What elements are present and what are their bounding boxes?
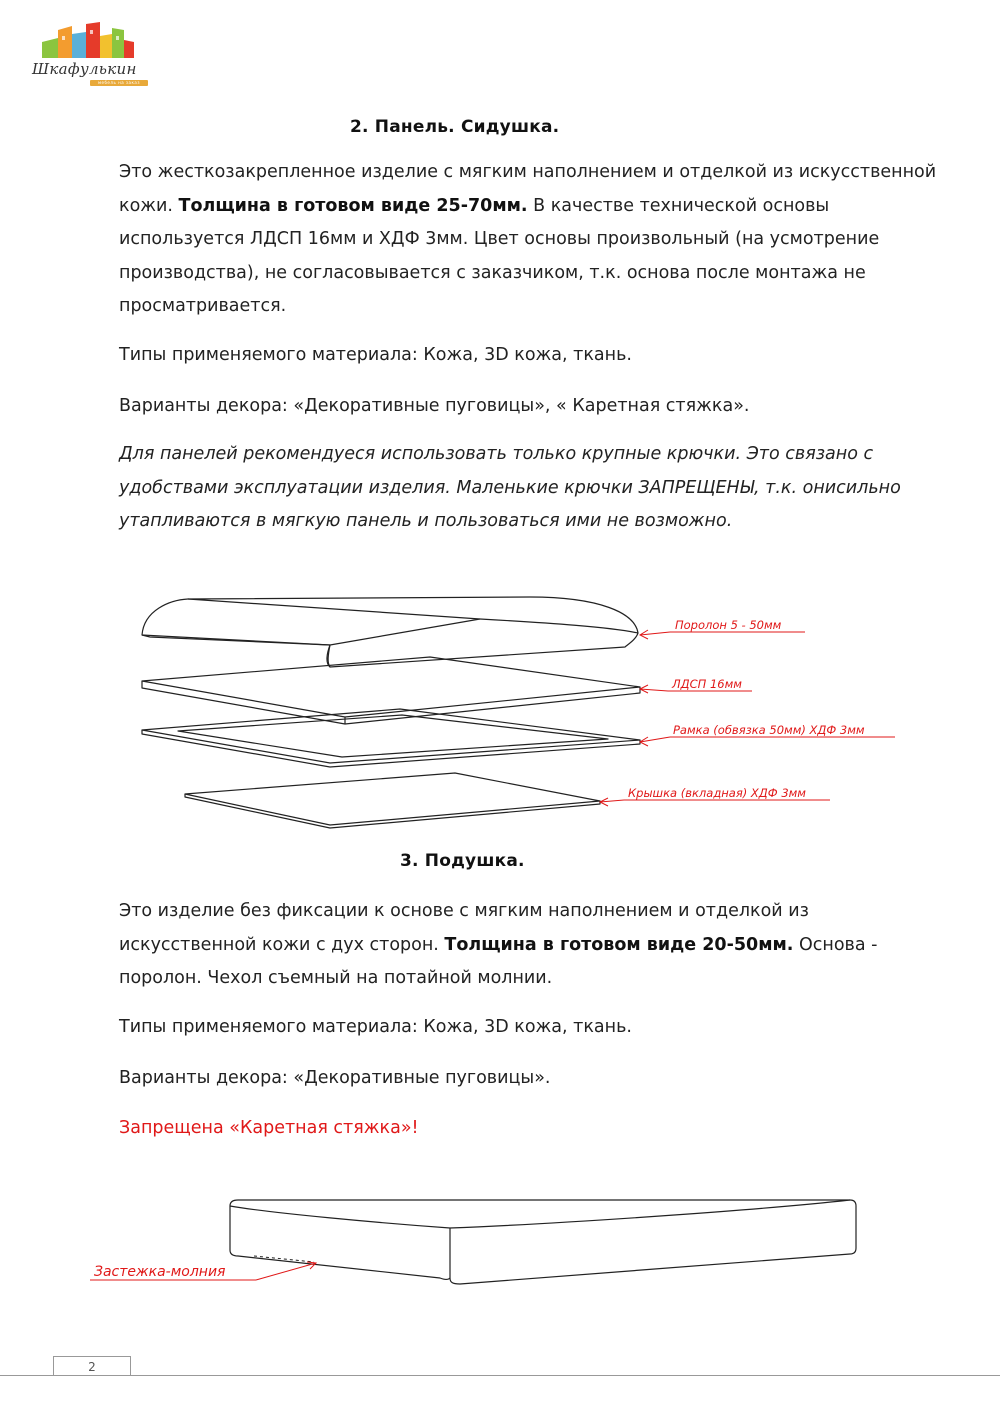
section-2-thickness: Толщина в готовом виде 25-70мм. <box>178 195 528 216</box>
section-2-decor: Варианты декора: «Декоративные пуговицы», « Каретная стяжка». <box>119 396 750 416</box>
section-3-decor: Варианты декора: «Декоративные пуговицы». <box>119 1068 551 1088</box>
frame-label: Рамка (обвязка 50мм) ХДФ 3мм <box>673 723 865 737</box>
logo-tagline-bar <box>90 80 148 86</box>
section-3-desc-text-b: Основа - поролон. Чехол съемный на потайной молнии. <box>119 934 878 988</box>
section-2-desc-text-b: В качестве технической основы используется ЛДСП 16мм и ХДФ 3мм. Цвет основы произвольный (на усмотрение производства), не согласовывается с заказчиком, т.к. основа после монтажа не просматривается. <box>119 195 880 316</box>
section-3-desc-text-a: Это изделие без фиксации к основе с мягким наполнением и отделкой из искусственной кожи с дух сторон. <box>119 901 809 955</box>
cover-label: Крышка (вкладная) ХДФ 3мм <box>628 786 806 800</box>
footer-divider <box>0 1375 1000 1376</box>
ldsp-board-shape <box>142 657 640 717</box>
section-3-thickness: Толщина в готовом виде 20-50мм. <box>444 934 794 955</box>
section-2-hooks-note: Для панелей рекомендуеся использовать только крупные крючки. Это связано с удобствами эксплуатации изделия. Маленькие крючки ЗАПРЕЩЕНЫ, т.к. онисильно утапливаются в мягкую панель и пользоваться ими не возможно. <box>119 444 901 531</box>
section-3-description <box>119 895 939 996</box>
logo-buildings-icon <box>28 18 150 66</box>
section-2-desc-text-a: Это жесткозакрепленное изделие с мягким наполнением и отделкой из искусственной кожи. <box>119 162 937 216</box>
section-2-title: 2. Панель. Сидушка. <box>350 117 560 137</box>
cushion-shape <box>230 1200 856 1284</box>
page-number: 2 <box>53 1356 131 1375</box>
zipper-label: Застежка-молния <box>94 1264 226 1280</box>
panel-layers-diagram <box>130 585 910 835</box>
section-3-warning: Запрещена «Каретная стяжка»! <box>119 1118 419 1138</box>
foam-layer-shape <box>142 597 638 667</box>
section-2-description <box>119 156 939 324</box>
cover-layer-shape <box>185 773 600 825</box>
cushion-diagram <box>80 1188 880 1303</box>
company-logo <box>28 18 150 90</box>
logo-brand-name: Шкафулькин <box>32 60 137 78</box>
section-3-title: 3. Подушка. <box>400 851 525 871</box>
frame-layer-shape <box>142 709 640 763</box>
logo-tagline: мебель на заказ <box>97 80 140 85</box>
section-3-materials: Типы применяемого материала: Кожа, 3D кожа, ткань. <box>119 1017 632 1037</box>
ldsp-label: ЛДСП 16мм <box>672 677 742 691</box>
foam-label: Поролон 5 - 50мм <box>675 618 782 632</box>
section-2-materials: Типы применяемого материала: Кожа, 3D кожа, ткань. <box>119 345 632 365</box>
